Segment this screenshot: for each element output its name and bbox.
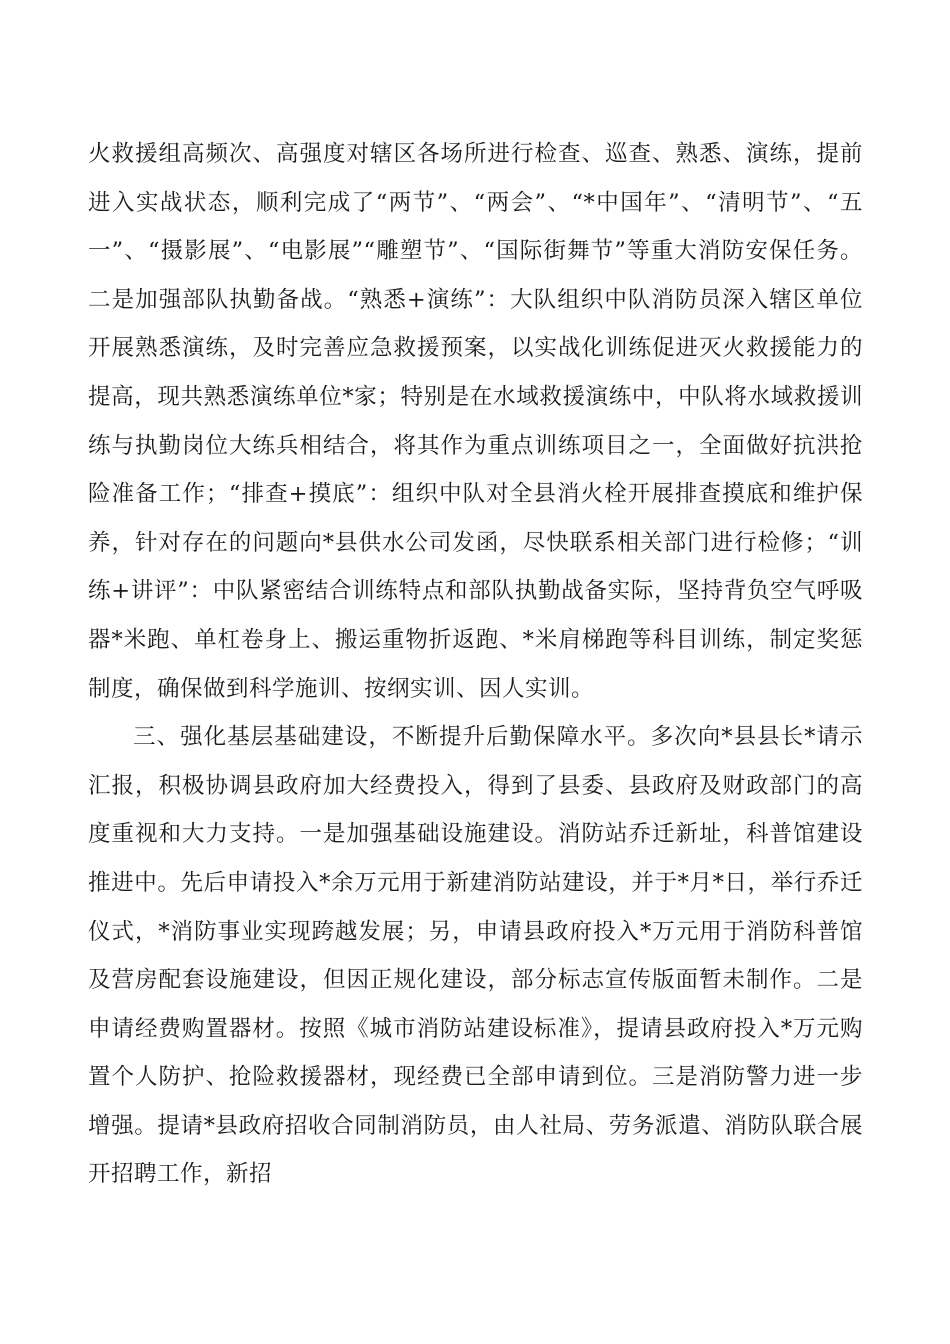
paragraph-continued: 火救援组高频次、高强度对辖区各场所进行检查、巡查、熟悉、演练，提前进入实战状态，顺利完成了“两节”、“两会”、“*中国年”、“清明节”、“五一”、“摄影展”、“电影展”“雕塑节”、“国际街舞节”等重大消防安保任务。二是加强部队执勤备战。“熟悉+演练”：大队组织中队消防员深入辖区单位开展熟悉演练，及时完善应急救援预案，以实战化训练促进灭火救援能力的提高，现共熟悉演练单位*家；特别是在水域救援演练中，中队将水域救援训练与执勤岗位大练兵相结合，将其作为重点训练项目之一，全面做好抗洪抢险准备工作；“排查+摸底”：组织中队对全县消火栓开展排查摸底和维护保养，针对存在的问题向*县供水公司发函，尽快联系相关部门进行检修；“训练+讲评”：中队紧密结合训练特点和部队执勤战备实际，坚持背负空气呼吸器*米跑、单杠卷身上、搬运重物折返跑、*米肩梯跑等科目训练，制定奖惩制度，确保做到科学施训、按纲实训、因人实训。: [88, 141, 863, 702]
document-body: [88, 130, 863, 1199]
paragraph-section-three: 三、强化基层基础建设，不断提升后勤保障水平。多次向*县县长*请示汇报，积极协调县政府加大经费投入，得到了县委、县政府及财政部门的高度重视和大力支持。一是加强基础设施建设。消防站乔迁新址，科普馆建设推进中。先后申请投入*余万元用于新建消防站建设，并于*月*日，举行乔迁仪式，*消防事业实现跨越发展；另，申请县政府投入*万元用于消防科普馆及营房配套设施建设，但因正规化建设，部分标志宣传版面暂未制作。二是申请经费购置器材。按照《城市消防站建设标准》，提请县政府投入*万元购置个人防护、抢险救援器材，现经费已全部申请到位。三是消防警力进一步增强。提请*县政府招收合同制消防员，由人社局、劳务派遣、消防队联合展开招聘工作，新招: [88, 724, 863, 1188]
